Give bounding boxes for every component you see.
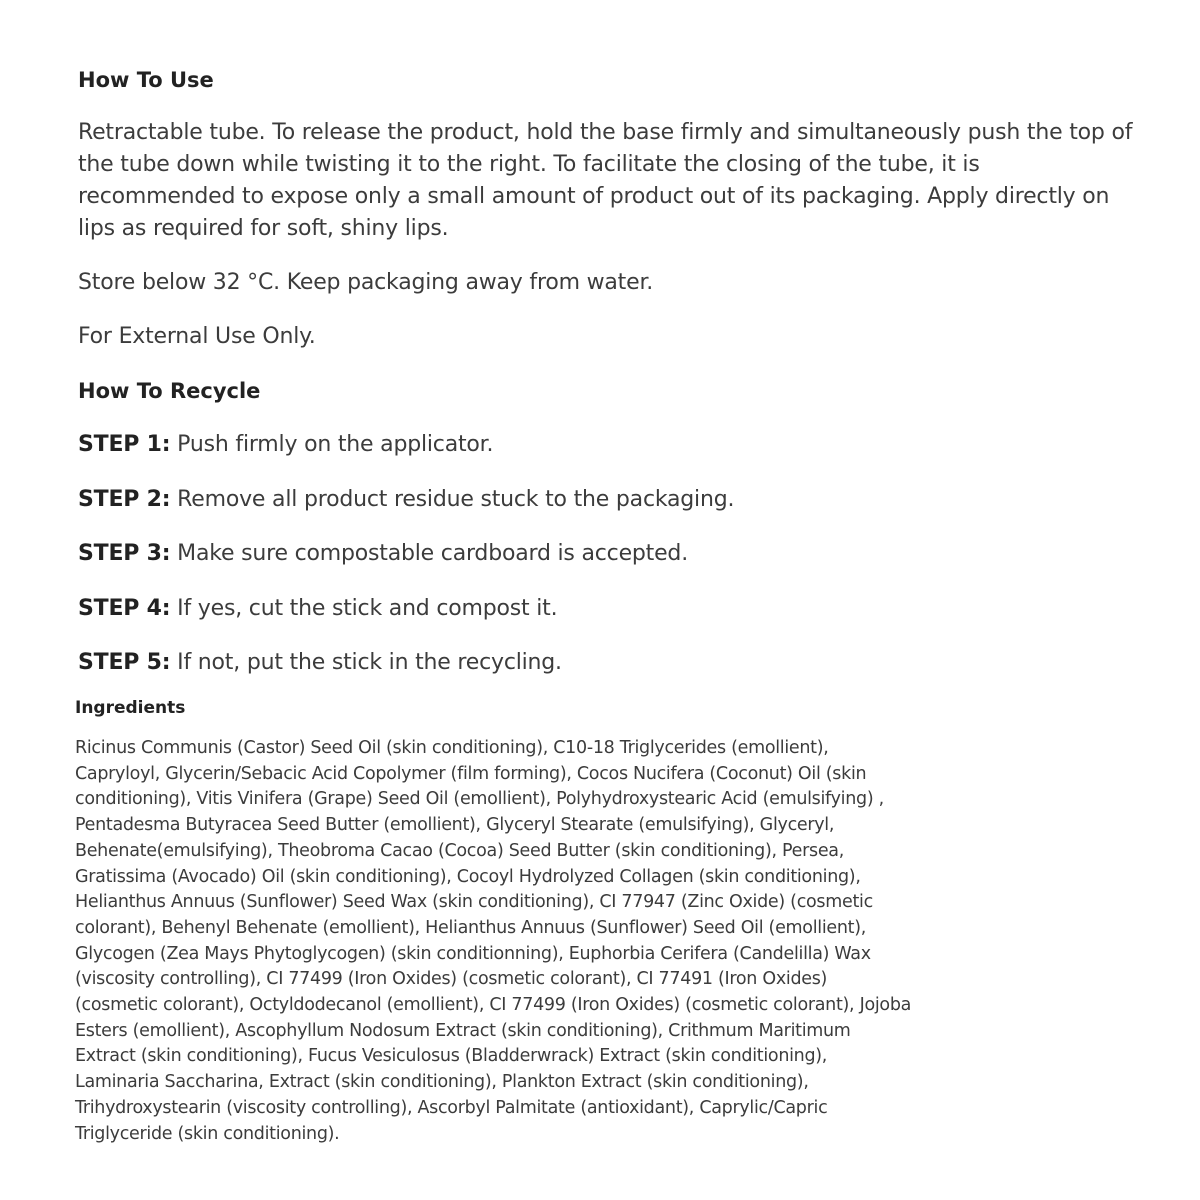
how-to-recycle-heading: How To Recycle [78,379,261,403]
step-label: STEP 5: [78,650,171,675]
storage-paragraph: Store below 32 °C. Keep packaging away from water. [78,270,654,295]
step-label: STEP 3: [78,541,171,566]
step-text: If yes, cut the stick and compost it. [177,595,558,621]
step-label: STEP 4: [78,595,171,621]
how-to-use-paragraph: Retractable tube. To release the product, hold the base firmly and simultaneously push the top of the tube down while twisting it to the right. To facilitate the closing of the tube, it is recommended to expose only a small amount of product out of its packaging. Apply directly on lips as required for soft, shiny lips. [78,120,1133,241]
how-to-use-heading: How To Use [78,68,214,92]
ingredients-heading: Ingredients [75,698,186,718]
step-text: If not, put the stick in the recycling. [177,650,562,675]
step-label: STEP 1: [78,432,171,457]
recycle-step-3 [78,538,1138,570]
ingredients-list: Ricinus Communis (Castor) Seed Oil (skin conditioning), C10-18 Triglycerides (emollient), Capryloyl, Glycerin/Sebacic Acid Copolymer (film forming), Cocos Nucifera (Coconut) Oil (skin conditioning), Vitis Vinifera (Grape) Seed Oil (emollient), Polyhydroxystearic Acid (emulsifying) , Pentadesma Butyracea Seed Butter (emollient), Glyceryl Stearate (emulsifying), Glyceryl, Behenate(emulsifying), Theobroma Cacao (Cocoa) Seed Butter (skin conditioning), Persea, Gratissima (Avocado) Oil (skin conditioning), Cocoyl Hydrolyzed Collagen (skin conditioning), Helianthus Annuus (Sunflower) Seed Wax (skin conditioning), CI 77947 (Zinc Oxide) (cosmetic colorant), Behenyl Behenate (emollient), Helianthus Annuus (Sunflower) Seed Oil (emollient), Glycogen (Zea Mays Phytoglycogen) (skin conditionning), Euphorbia Cerifera (Candelilla) Wax (viscosity controlling), CI 77499 (Iron Oxides) (cosmetic colorant), CI 77491 (Iron Oxides) (cosmetic colorant), Octyldodecanol (emollient), CI 77499 (Iron Oxides) (cosmetic colorant), Jojoba Esters (emollient), Ascophyllum Nodosum Extract (skin conditioning), Crithmum Maritimum Extract (skin conditioning), Fucus Vesiculosus (Bladderwrack) Extract (skin conditioning), Laminaria Saccharina, Extract (skin conditioning), Plankton Extract (skin conditioning), Trihydroxystearin (viscosity controlling), Ascorbyl Palmitate (antioxidant), Caprylic/Capric Triglyceride (skin conditioning). [75,738,912,1144]
ingredients-section [75,695,915,1147]
recycle-step-5 [78,647,1138,679]
step-text: Push firmly on the applicator. [177,432,494,457]
recycle-steps [78,429,1138,679]
step-text: Make sure compostable cardboard is accepted. [177,541,688,566]
recycle-step-2 [78,484,1138,516]
usage-section [78,64,1138,679]
step-text: Remove all product residue stuck to the packaging. [177,486,735,512]
recycle-step-4 [78,593,1138,625]
external-use-paragraph: For External Use Only. [78,324,316,349]
step-label: STEP 2: [78,486,171,512]
recycle-step-1 [78,429,1138,461]
